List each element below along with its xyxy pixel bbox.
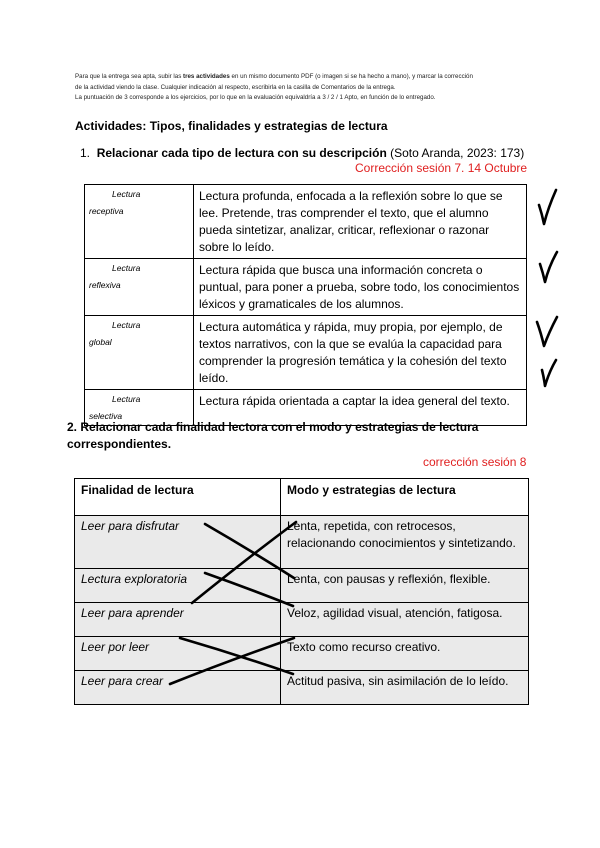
instructions-line-2: de la actividad viendo la clase. Cualquier indicación al respecto, escribirla en la casilla de Comentarios de la entrega. (75, 83, 396, 91)
label-line: Lectura (112, 189, 141, 199)
purpose-cell: Leer para disfrutar (75, 516, 281, 569)
purpose-cell: Lectura exploratoria (75, 569, 281, 603)
label-line: receptiva (89, 206, 124, 216)
table-row (85, 185, 527, 259)
mode-cell: Texto como recurso creativo. (281, 637, 529, 671)
instructions-text: en un mismo documento PDF (o imagen si se ha hecho a mano), y marcar la corrección (229, 73, 473, 80)
mode-cell: Lenta, repetida, con retrocesos, relacionando conocimientos y sintetizando. (281, 516, 529, 569)
instructions-bold: tres actividades (183, 73, 230, 80)
purpose-strategy-table (74, 478, 529, 705)
instructions-line-3: La puntuación de 3 corresponde a los ejercicios, por lo que en la evaluación equivaldría a 3 / 2 / 1 Apto, en función de lo entregado. (75, 94, 436, 101)
checkmark-icon (537, 317, 557, 346)
instructions-line-1 (75, 72, 545, 83)
table-row (85, 316, 527, 390)
reading-type-description: Lectura profunda, enfocada a la reflexión sobre lo que se lee. Pretende, tras comprender el texto, que el alumno pueda sintetizar, analizar, criticar, reflexionar o razonar sobre lo leído. (194, 185, 527, 259)
table-row (75, 671, 529, 705)
instructions-text: Para que la entrega sea apta, subir las (75, 73, 184, 80)
checkmark-icon (542, 360, 556, 386)
purpose-cell: Leer para crear (75, 671, 281, 705)
reading-type-description: Lectura rápida orientada a captar la idea general del texto. (194, 390, 527, 426)
checkmark-icon (539, 190, 556, 224)
correction-note-2: corrección sesión 8 (423, 455, 527, 469)
mode-cell: Actitud pasiva, sin asimilación de lo leído. (281, 671, 529, 705)
instructions (75, 72, 545, 104)
label-line: global (89, 337, 112, 347)
table-header-row (75, 479, 529, 516)
table-row (75, 516, 529, 569)
label-line: Lectura (112, 394, 141, 404)
correction-note-1: Corrección sesión 7. 14 Octubre (355, 161, 528, 175)
table-row (75, 569, 529, 603)
table-row (85, 259, 527, 316)
question-2-title: 2. Relacionar cada finalidad lectora con el modo y estrategias de lectura correspondientes. (67, 420, 479, 451)
label-line: selectiva (89, 411, 123, 421)
header-mode: Modo y estrategias de lectura (281, 479, 529, 516)
checkmark-icon (540, 252, 557, 282)
purpose-cell: Leer por leer (75, 637, 281, 671)
reading-types-table (84, 184, 527, 426)
question-1-number: 1. (80, 146, 91, 160)
reading-type-label (85, 259, 194, 316)
question-1-citation: (Soto Aranda, 2023: 173) (386, 146, 525, 160)
question-1-text: Relacionar cada tipo de lectura con su descripción (96, 146, 387, 160)
reading-type-description: Lectura rápida que busca una información concreta o puntual, para poner a prueba, sobre todo, los conocimientos léxicos y gramaticales de los alumnos. (194, 259, 527, 316)
mode-cell: Lenta, con pausas y reflexión, flexible. (281, 569, 529, 603)
label-line: Lectura (112, 263, 141, 273)
table-row (75, 637, 529, 671)
reading-type-description: Lectura automática y rápida, muy propia, por ejemplo, de textos narrativos, con la que se evalúa la capacidad para comprender la progresión temática y la cohesión del texto leído. (194, 316, 527, 390)
header-purpose: Finalidad de lectura (75, 479, 281, 516)
mode-cell: Veloz, agilidad visual, atención, fatigosa. (281, 603, 529, 637)
reading-type-label (85, 316, 194, 390)
activities-title: Actividades: Tipos, finalidades y estrategias de lectura (75, 119, 388, 133)
purpose-cell: Leer para aprender (75, 603, 281, 637)
label-line: reflexiva (89, 280, 121, 290)
label-line: Lectura (112, 320, 141, 330)
reading-type-label (85, 185, 194, 259)
question-1-title (80, 146, 524, 160)
table-row (75, 603, 529, 637)
